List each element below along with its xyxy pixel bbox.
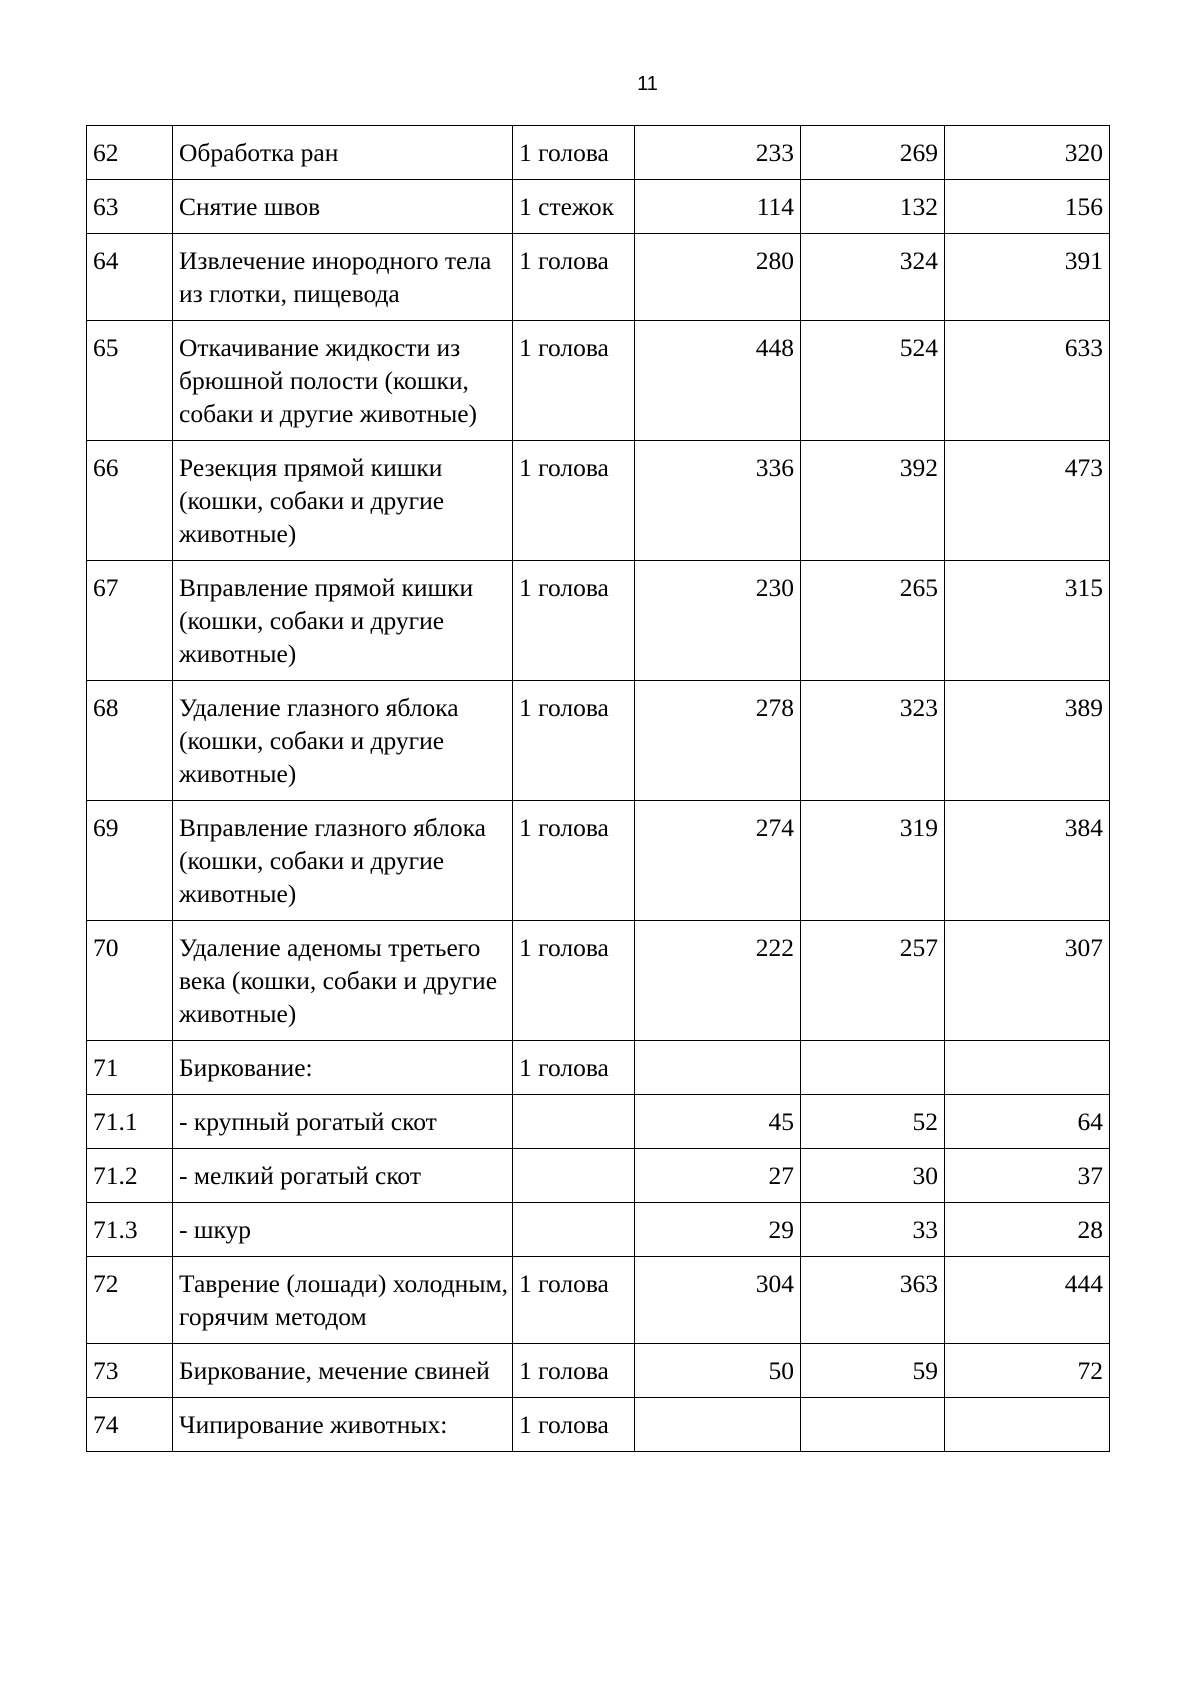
price-value-3: 389 bbox=[945, 681, 1110, 801]
row-code: 71.1 bbox=[87, 1095, 173, 1149]
row-code: 65 bbox=[87, 321, 173, 441]
price-value-2 bbox=[801, 1398, 945, 1452]
price-value-2: 323 bbox=[801, 681, 945, 801]
price-value-1: 230 bbox=[635, 561, 801, 681]
price-value-2: 319 bbox=[801, 801, 945, 921]
unit-of-measure: 1 голова bbox=[513, 1257, 635, 1344]
service-name: Снятие швов bbox=[173, 180, 513, 234]
price-value-3: 64 bbox=[945, 1095, 1110, 1149]
service-name: Откачивание жидкости из брюшной полости (кошки, собаки и другие животные) bbox=[173, 321, 513, 441]
price-value-1: 233 bbox=[635, 126, 801, 180]
service-name: Вправление глазного яблока (кошки, собаки и другие животные) bbox=[173, 801, 513, 921]
page-number: 11 bbox=[637, 73, 658, 95]
table-row bbox=[87, 801, 1110, 921]
price-value-2: 524 bbox=[801, 321, 945, 441]
unit-of-measure: 1 голова bbox=[513, 801, 635, 921]
price-value-1: 336 bbox=[635, 441, 801, 561]
price-value-2: 265 bbox=[801, 561, 945, 681]
price-value-1: 27 bbox=[635, 1149, 801, 1203]
unit-of-measure: 1 голова bbox=[513, 321, 635, 441]
price-value-3: 633 bbox=[945, 321, 1110, 441]
price-value-3: 37 bbox=[945, 1149, 1110, 1203]
unit-of-measure: 1 голова bbox=[513, 441, 635, 561]
unit-of-measure bbox=[513, 1149, 635, 1203]
price-value-3: 315 bbox=[945, 561, 1110, 681]
price-value-2: 257 bbox=[801, 921, 945, 1041]
price-value-2: 59 bbox=[801, 1344, 945, 1398]
row-code: 69 bbox=[87, 801, 173, 921]
row-code: 68 bbox=[87, 681, 173, 801]
price-value-1: 448 bbox=[635, 321, 801, 441]
price-value-1: 114 bbox=[635, 180, 801, 234]
row-code: 67 bbox=[87, 561, 173, 681]
table-row bbox=[87, 1203, 1110, 1257]
price-value-3: 473 bbox=[945, 441, 1110, 561]
unit-of-measure: 1 голова bbox=[513, 681, 635, 801]
service-name: Чипирование животных: bbox=[173, 1398, 513, 1452]
service-name: Удаление аденомы третьего века (кошки, собаки и другие животные) bbox=[173, 921, 513, 1041]
row-code: 63 bbox=[87, 180, 173, 234]
price-value-3 bbox=[945, 1398, 1110, 1452]
unit-of-measure: 1 голова bbox=[513, 1398, 635, 1452]
table-row bbox=[87, 1041, 1110, 1095]
row-code: 73 bbox=[87, 1344, 173, 1398]
table-row bbox=[87, 681, 1110, 801]
service-name: Биркование: bbox=[173, 1041, 513, 1095]
price-value-3: 28 bbox=[945, 1203, 1110, 1257]
service-name: Обработка ран bbox=[173, 126, 513, 180]
row-code: 71.3 bbox=[87, 1203, 173, 1257]
unit-of-measure bbox=[513, 1095, 635, 1149]
price-table bbox=[86, 125, 1110, 1452]
price-value-2: 324 bbox=[801, 234, 945, 321]
table-row bbox=[87, 1398, 1110, 1452]
price-value-1: 274 bbox=[635, 801, 801, 921]
price-value-1: 45 bbox=[635, 1095, 801, 1149]
table-body bbox=[87, 126, 1110, 1452]
price-value-1: 222 bbox=[635, 921, 801, 1041]
table-row bbox=[87, 234, 1110, 321]
table-row bbox=[87, 1095, 1110, 1149]
row-code: 74 bbox=[87, 1398, 173, 1452]
service-name: - крупный рогатый скот bbox=[173, 1095, 513, 1149]
price-value-3: 320 bbox=[945, 126, 1110, 180]
unit-of-measure: 1 голова bbox=[513, 126, 635, 180]
service-name: Таврение (лошади) холодным, горячим методом bbox=[173, 1257, 513, 1344]
price-value-2: 30 bbox=[801, 1149, 945, 1203]
service-name: Резекция прямой кишки (кошки, собаки и другие животные) bbox=[173, 441, 513, 561]
unit-of-measure: 1 стежок bbox=[513, 180, 635, 234]
price-value-2: 52 bbox=[801, 1095, 945, 1149]
unit-of-measure bbox=[513, 1203, 635, 1257]
unit-of-measure: 1 голова bbox=[513, 561, 635, 681]
price-value-1: 280 bbox=[635, 234, 801, 321]
price-value-3: 156 bbox=[945, 180, 1110, 234]
price-value-2: 132 bbox=[801, 180, 945, 234]
table-row bbox=[87, 561, 1110, 681]
price-value-1: 50 bbox=[635, 1344, 801, 1398]
row-code: 66 bbox=[87, 441, 173, 561]
price-value-3: 384 bbox=[945, 801, 1110, 921]
table-row bbox=[87, 1344, 1110, 1398]
service-name: - мелкий рогатый скот bbox=[173, 1149, 513, 1203]
table-row bbox=[87, 921, 1110, 1041]
price-value-2: 269 bbox=[801, 126, 945, 180]
service-name: Удаление глазного яблока (кошки, собаки и другие животные) bbox=[173, 681, 513, 801]
price-value-2: 363 bbox=[801, 1257, 945, 1344]
table-row bbox=[87, 1149, 1110, 1203]
service-name: - шкур bbox=[173, 1203, 513, 1257]
service-name: Вправление прямой кишки (кошки, собаки и другие животные) bbox=[173, 561, 513, 681]
row-code: 62 bbox=[87, 126, 173, 180]
price-value-1: 278 bbox=[635, 681, 801, 801]
service-name: Биркование, мечение свиней bbox=[173, 1344, 513, 1398]
row-code: 70 bbox=[87, 921, 173, 1041]
service-name: Извлечение инородного тела из глотки, пищевода bbox=[173, 234, 513, 321]
unit-of-measure: 1 голова bbox=[513, 1344, 635, 1398]
price-value-3: 444 bbox=[945, 1257, 1110, 1344]
price-value-3: 391 bbox=[945, 234, 1110, 321]
price-value-1: 29 bbox=[635, 1203, 801, 1257]
price-value-2 bbox=[801, 1041, 945, 1095]
row-code: 71 bbox=[87, 1041, 173, 1095]
price-value-3: 72 bbox=[945, 1344, 1110, 1398]
unit-of-measure: 1 голова bbox=[513, 1041, 635, 1095]
table-row bbox=[87, 126, 1110, 180]
price-value-1 bbox=[635, 1398, 801, 1452]
price-value-1: 304 bbox=[635, 1257, 801, 1344]
row-code: 72 bbox=[87, 1257, 173, 1344]
price-value-3: 307 bbox=[945, 921, 1110, 1041]
table-row bbox=[87, 1257, 1110, 1344]
row-code: 71.2 bbox=[87, 1149, 173, 1203]
unit-of-measure: 1 голова bbox=[513, 234, 635, 321]
table-row bbox=[87, 441, 1110, 561]
price-value-1 bbox=[635, 1041, 801, 1095]
price-value-2: 33 bbox=[801, 1203, 945, 1257]
price-value-3 bbox=[945, 1041, 1110, 1095]
row-code: 64 bbox=[87, 234, 173, 321]
unit-of-measure: 1 голова bbox=[513, 921, 635, 1041]
price-value-2: 392 bbox=[801, 441, 945, 561]
table-row bbox=[87, 180, 1110, 234]
table-row bbox=[87, 321, 1110, 441]
